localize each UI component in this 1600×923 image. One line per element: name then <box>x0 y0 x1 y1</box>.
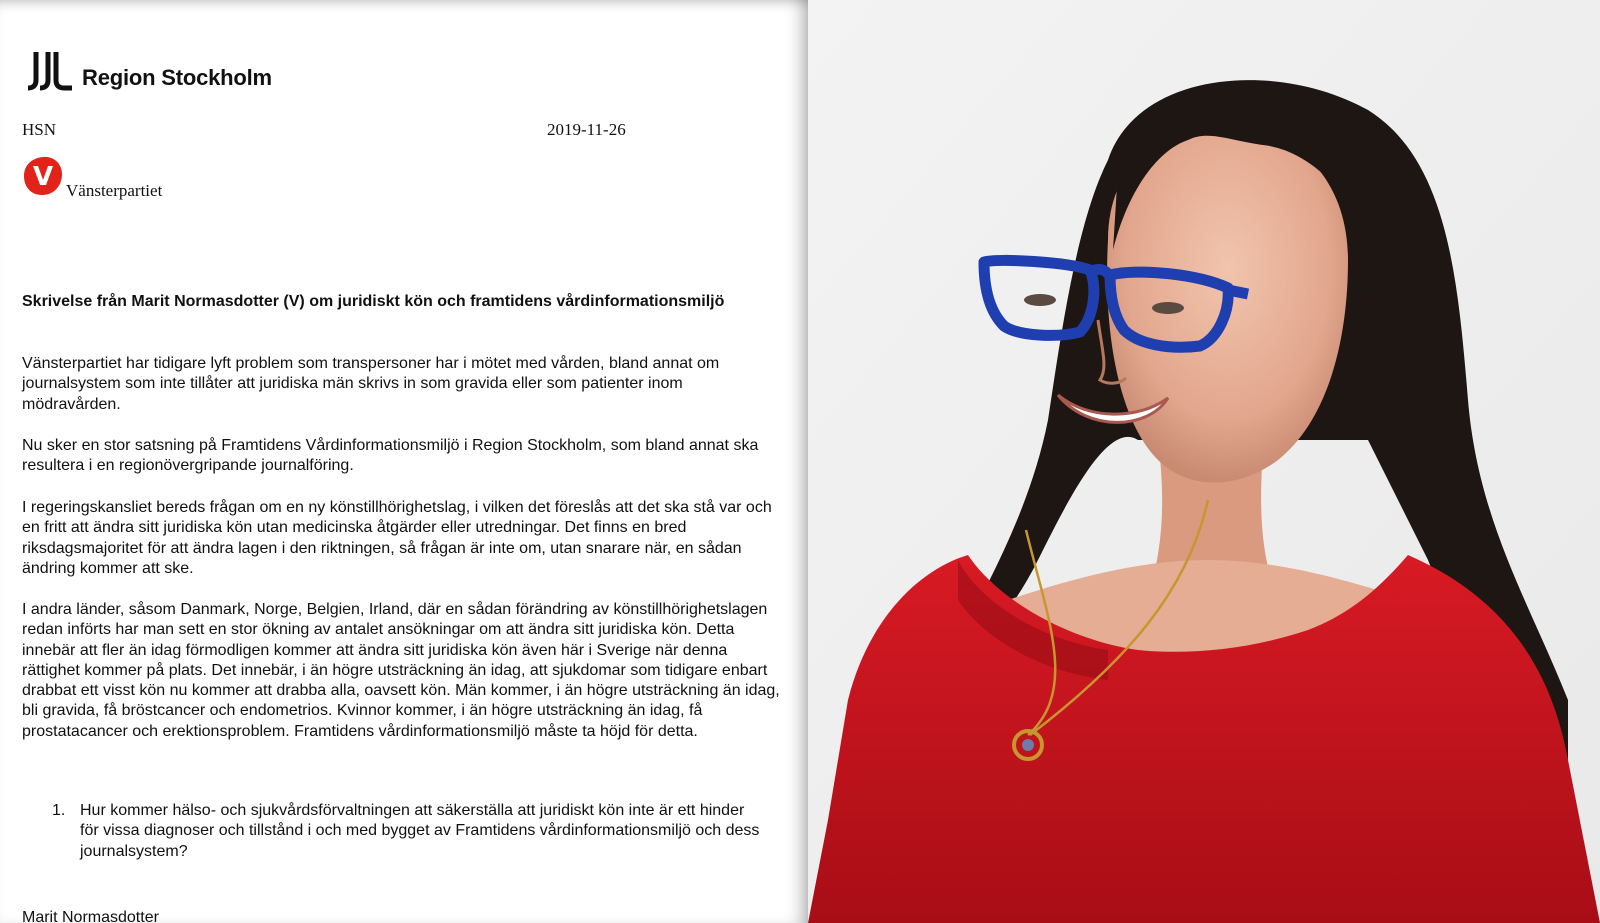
vansterpartiet-logo <box>22 155 64 202</box>
pendant-stone <box>1022 739 1034 751</box>
question-number: 1. <box>52 802 66 819</box>
document-date: 2019-11-26 <box>547 120 626 139</box>
right-eye <box>1152 302 1184 314</box>
question-text: Hur kommer hälso- och sjukvårdsförvaltningen att säkerställa att juridiskt kön inte är ett hinder för vissa diagnoser och tillstånd i och med bygget av Framtidens vårdinformationsmiljö och dess journalsystem? <box>80 802 760 860</box>
portrait-illustration <box>808 0 1600 923</box>
document-title: Skrivelse från Marit Normasdotter (V) om juridiskt kön och framtidens vårdinformationsmiljö <box>22 293 725 310</box>
paragraph-3: I regeringskansliet bereds frågan om en ny könstillhörighetslag, i vilken det föreslås att det ska stå var och en fritt att ändra sitt juridiska kön utan medicinska åtgärder eller utredningar. Det finns en bred riksdagsmajoritet för att ändra lagen i den riktningen, så frågan är inte om, utan snarare när, en sådan ändring kommer att ske. <box>22 499 772 577</box>
paragraph-4: I andra länder, såsom Danmark, Norge, Belgien, Irland, där en sådan förändring av könstillhörighetslagen redan införts har man sett en stor ökning av antalet ansökningar om att ändra sitt juridiska kön. Detta innebär att fler än idag förmodligen kommer att ändra sitt juridiska kön även här i Sverige när denna rättighet kommer på plats. Det innebär, i än högre utsträckning än idag, att sjukdomar som tidigare enbart drabbat ett visst kön nu kommer att drabba alla, oavsett kön. Män kommer, i än högre utsträckning än idag, bli gravida, få bröstcancer och endometrios. Kvinnor kommer, i än högre utsträckning än idag, få prostatacancer och erektionsproblem. Framtidens vårdinformationsmiljö måste ta höjd för detta. <box>22 601 780 740</box>
paragraph-2: Nu sker en stor satsning på Framtidens Vårdinformationsmiljö i Region Stockholm, som bland annat ska resultera i en regionövergripande journalföring. <box>22 437 759 475</box>
paragraph-1: Vänsterpartiet har tidigare lyft problem som transpersoner har i mötet med vården, bland annat om journalsystem som inte tillåter att juridiska män skrivs in som gravida eller som patienter inom mödravården. <box>22 355 720 413</box>
signature-name: Marit Normasdotter <box>22 909 159 923</box>
region-stockholm-emblem-icon <box>26 50 74 92</box>
party-logo-icon <box>22 155 64 197</box>
party-logo-letter: V <box>32 162 54 192</box>
region-stockholm-logo <box>26 48 272 92</box>
committee-label: HSN <box>22 120 57 139</box>
party-name: Vänsterpartiet <box>66 181 163 200</box>
logo-text: Region Stockholm <box>82 65 272 90</box>
portrait-photo <box>808 0 1600 923</box>
left-eye <box>1024 294 1056 306</box>
